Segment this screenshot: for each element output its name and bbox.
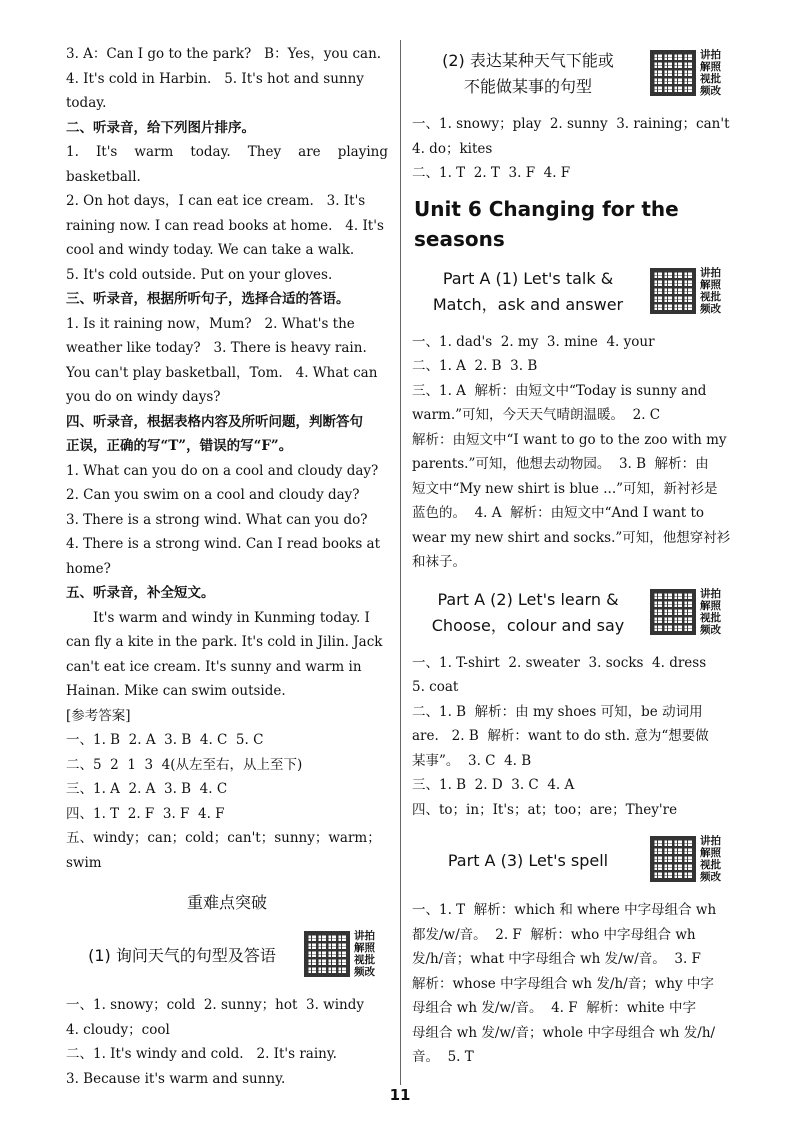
text-line: weather like today? 3. There is heavy rain.: [66, 340, 367, 356]
text-line: raining now. I can read books at home. 4. It's: [66, 217, 384, 234]
text-line: 四、1. T 2. F 3. F 4. F: [66, 805, 225, 822]
qr-code[interactable]: [304, 923, 388, 985]
text-line: 五、windy；can；cold；can't；sunny；warm；: [66, 830, 381, 846]
text-line: swim: [66, 854, 102, 871]
qr-label: 讲拍解照视批频改: [700, 587, 721, 636]
part-a1-header: [412, 260, 734, 326]
subsection-1-title: (1) 询问天气的句型及答语: [88, 946, 276, 965]
part-a1-title-line1: Part A (1) Let's talk &: [442, 268, 614, 288]
qr-code-icon: [650, 268, 696, 314]
text-line: 3. There is a strong wind. What can you do?: [66, 511, 368, 528]
text-line: 3. A：Can I go to the park? B：Yes，you can.: [66, 46, 382, 62]
text-line: 5. It's cold outside. Put on your gloves.: [66, 266, 333, 283]
text-line: wear my new shirt and socks.”可知，他想穿衬衫: [412, 529, 731, 546]
left-answer-text: [66, 42, 393, 875]
text-line: 2. Can you swim on a cool and cloudy day?: [66, 487, 360, 503]
part-a3-title: Part A (3) Let's spell: [447, 851, 609, 870]
text-line: 都发/w/音。 2. F 解析：who 中字母组合 wh: [412, 926, 696, 943]
text-line: 二、1. B 解析：由 my shoes 可知，be 动词用: [412, 703, 703, 720]
text-line: 5. coat: [412, 679, 459, 695]
qr-code-icon: [304, 931, 350, 977]
text-line: can't eat ice cream. It's sunny and warm in: [66, 658, 362, 675]
right-column: [412, 42, 734, 1070]
part-a2-answers: [412, 651, 734, 823]
text-line: 二、1. T 2. T 3. F 4. F: [412, 165, 571, 181]
text-line: 发/h/音；what 中字母组合 wh 发/w/音。 3. F: [412, 951, 701, 967]
text-line: 二、1. It's windy and cold. 2. It's rainy.: [66, 1046, 337, 1062]
text-line: It's warm and windy in Kunming today. I: [93, 609, 370, 626]
text-line: 解析：whose 中字母组合 wh 发/h/音；why 中字: [412, 975, 714, 992]
qr-code-icon: [650, 50, 696, 96]
part-a2-title-line1: Part A (2) Let's learn &: [437, 589, 619, 609]
text-line: 2. On hot days，I can eat ice cream. 3. It's: [66, 193, 366, 209]
column-divider: [400, 40, 401, 1085]
text-line: 和袜子。: [412, 554, 466, 570]
subsection-2-title-line1: (2) 表达某种天气下能或: [442, 51, 614, 70]
section-heading: 二、听录音，给下列图片排序。: [66, 119, 255, 136]
part-a2-title: [412, 587, 644, 639]
text-line: 母组合 wh 发/w/音；whole 中字母组合 wh 发/h/: [412, 1024, 716, 1041]
text-line: 一、1. T 解析：which 和 where 中字母组合 wh: [412, 902, 717, 918]
part-a3-answers: [412, 898, 734, 1070]
text-line: 三、1. B 2. D 3. C 4. A: [412, 777, 575, 793]
text-line: 三、1. A 2. A 3. B 4. C: [66, 781, 228, 797]
text-line: 母组合 wh 发/w/音。 4. F 解析：white 中字: [412, 1000, 696, 1016]
qr-code[interactable]: [650, 42, 734, 104]
text-line: 音。 5. T: [412, 1049, 474, 1065]
qr-code[interactable]: [650, 581, 734, 643]
subsection-1-header: [66, 923, 388, 989]
qr-code[interactable]: [650, 260, 734, 322]
text-line: can fly a kite in the park. It's cold in Jilin. Jack: [66, 634, 383, 650]
subsection-2-title-line2: 不能做某事的句型: [463, 77, 592, 96]
text-line: today.: [66, 95, 107, 111]
text-line: home?: [66, 560, 111, 577]
subsection-2-header: [412, 42, 734, 108]
text-line: 二、5 2 1 3 4(从左至右，从上至下): [66, 756, 303, 773]
text-line: 4. do；kites: [412, 140, 493, 157]
text-line: 一、1. B 2. A 3. B 4. C 5. C: [66, 732, 264, 748]
part-a3-header: [412, 828, 734, 894]
qr-code-icon: [650, 589, 696, 635]
text-line: Hainan. Mike can swim outside.: [66, 683, 286, 699]
left-column: [66, 42, 393, 1091]
qr-label: 讲拍解照视批频改: [700, 266, 721, 315]
text-line: 1. Is it raining now，Mum? 2. What's the: [66, 315, 355, 332]
text-line: 一、1. snowy；play 2. sunny 3. raining；can't: [412, 116, 730, 132]
text-line: cool and windy today. We can take a walk.: [66, 242, 355, 258]
text-line: 某事”。 3. C 4. B: [412, 752, 532, 769]
qr-code-icon: [650, 836, 696, 882]
text-line: 3. Because it's warm and sunny.: [66, 1070, 286, 1087]
page-number: 11: [389, 1086, 411, 1104]
subsection-2-title: [412, 48, 644, 100]
text-line: you do on windy days?: [66, 389, 221, 405]
text-line: 1. It's warm today. They are playing basketball.: [66, 144, 393, 185]
part-a1-title-line2: Match，ask and answer: [432, 294, 624, 314]
text-line: 一、1. snowy；cold 2. sunny；hot 3. windy: [66, 997, 364, 1013]
text-line: 三、1. A 解析：由短文中“Today is sunny and: [412, 382, 707, 399]
section-heading: 三、听录音，根据所听句子，选择合适的答语。: [66, 291, 350, 307]
text-line: 解析：由短文中“I want to go to the zoo with my: [412, 431, 727, 448]
section-heading: 五、听录音，补全短文。: [66, 585, 215, 601]
text-line: warm.”可知，今天天气晴朗温暖。 2. C: [412, 407, 661, 423]
text-line: 一、1. T-shirt 2. sweater 3. socks 4. dress: [412, 654, 707, 671]
part-a2-header: [412, 581, 734, 647]
text-line: are. 2. B 解析：want to do sth. 意为“想要做: [412, 728, 709, 744]
part-a2-title-line2: Choose，colour and say: [431, 615, 625, 635]
text-line: 4. It's cold in Harbin. 5. It's hot and sunny: [66, 70, 364, 87]
part-a1-answers: [412, 330, 734, 575]
text-line: 蓝色的。 4. A 解析：由短文中“And I want to: [412, 505, 705, 521]
text-line: 短文中“My new shirt is blue ...”可知，新衬衫是: [412, 480, 718, 497]
text-line: 一、1. dad's 2. my 3. mine 4. your: [412, 333, 655, 350]
subsection-2-answers: [412, 112, 734, 186]
qr-label: 讲拍解照视批频改: [700, 49, 721, 97]
text-line: 4. cloudy；cool: [66, 1021, 170, 1038]
qr-label: 讲拍解照视批频改: [700, 835, 721, 883]
unit-title: Unit 6 Changing for the seasons: [414, 196, 679, 251]
qr-label: 讲拍解照视批频改: [354, 930, 375, 978]
text-line: 二、1. A 2. B 3. B: [412, 358, 538, 374]
subsection-1-answers: [66, 993, 388, 1091]
part-a1-title: [412, 266, 644, 318]
text-line: [参考答案]: [66, 707, 131, 724]
text-line: 4. There is a strong wind. Can I read books at: [66, 536, 381, 552]
text-line: You can't play basketball，Tom. 4. What can: [66, 364, 378, 381]
section-title: 重难点突破: [186, 893, 267, 912]
text-line: 四、to；in；It's；at；too；are；They're: [412, 801, 678, 818]
section-heading: 四、听录音，根据表格内容及所听问题，判断答句: [66, 413, 363, 430]
section-heading: 正误，正确的写“T”，错误的写“F”。: [66, 438, 293, 454]
text-line: 1. What can you do on a cool and cloudy day?: [66, 462, 379, 479]
text-line: parents.”可知，他想去动物园。 3. B 解析：由: [412, 456, 709, 472]
qr-code[interactable]: [650, 828, 734, 890]
